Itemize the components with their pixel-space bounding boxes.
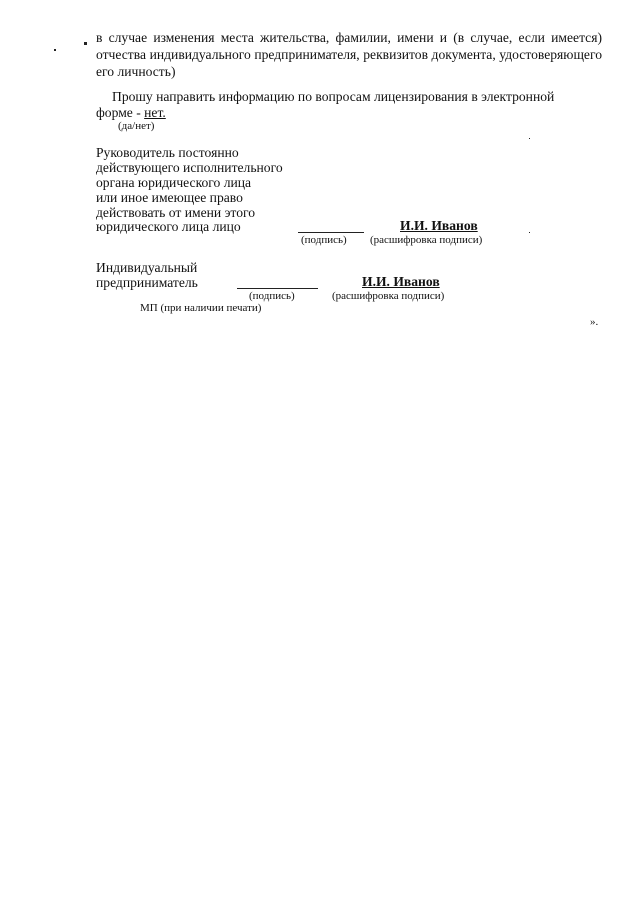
scan-dot — [529, 138, 530, 139]
entrepreneur-title-line: предприниматель — [96, 275, 198, 290]
legal-entity-decoding-caption: (расшифровка подписи) — [370, 234, 483, 246]
legal-entity-title-line: действующего исполнительного — [96, 160, 283, 175]
scan-dot — [54, 49, 56, 51]
legal-entity-signature-line — [298, 232, 364, 233]
request-answer: нет. — [144, 105, 166, 120]
entrepreneur-title-line: Индивидуальный — [96, 260, 198, 275]
request-hint: (да/нет) — [118, 120, 155, 132]
legal-entity-title-line: юридического лица лицо — [96, 219, 241, 234]
legal-entity-title-line: или иное имеющее право — [96, 190, 243, 205]
entrepreneur-signature-caption: (подпись) — [249, 290, 295, 302]
request-line-2 — [96, 105, 166, 121]
legal-entity-title-line: органа юридического лица — [96, 175, 252, 190]
scan-dot — [84, 42, 87, 45]
entrepreneur-decoding-caption: (расшифровка подписи) — [332, 290, 445, 302]
seal-note: МП (при наличии печати) — [140, 302, 262, 314]
paragraph-personal-data-change: в случае изменения места жительства, фамилии, имени и (в случае, если имеется) отчества индивидуального предпринимателя, реквизитов документа, удостоверяющего его личность) — [96, 30, 602, 79]
legal-entity-name: И.И. Иванов — [400, 218, 478, 233]
request-line-1: Прошу направить информацию по вопросам лицензирования в электронной — [112, 89, 555, 104]
closing-mark: ». — [590, 316, 599, 328]
entrepreneur-name: И.И. Иванов — [362, 274, 440, 289]
request-prefix: форме - — [96, 105, 145, 120]
legal-entity-title-line: действовать от имени этого — [96, 205, 256, 220]
scan-dot — [529, 232, 530, 233]
entrepreneur-signature-line — [237, 288, 318, 289]
legal-entity-signature-caption: (подпись) — [301, 234, 347, 246]
legal-entity-title-line: Руководитель постоянно — [96, 145, 239, 160]
